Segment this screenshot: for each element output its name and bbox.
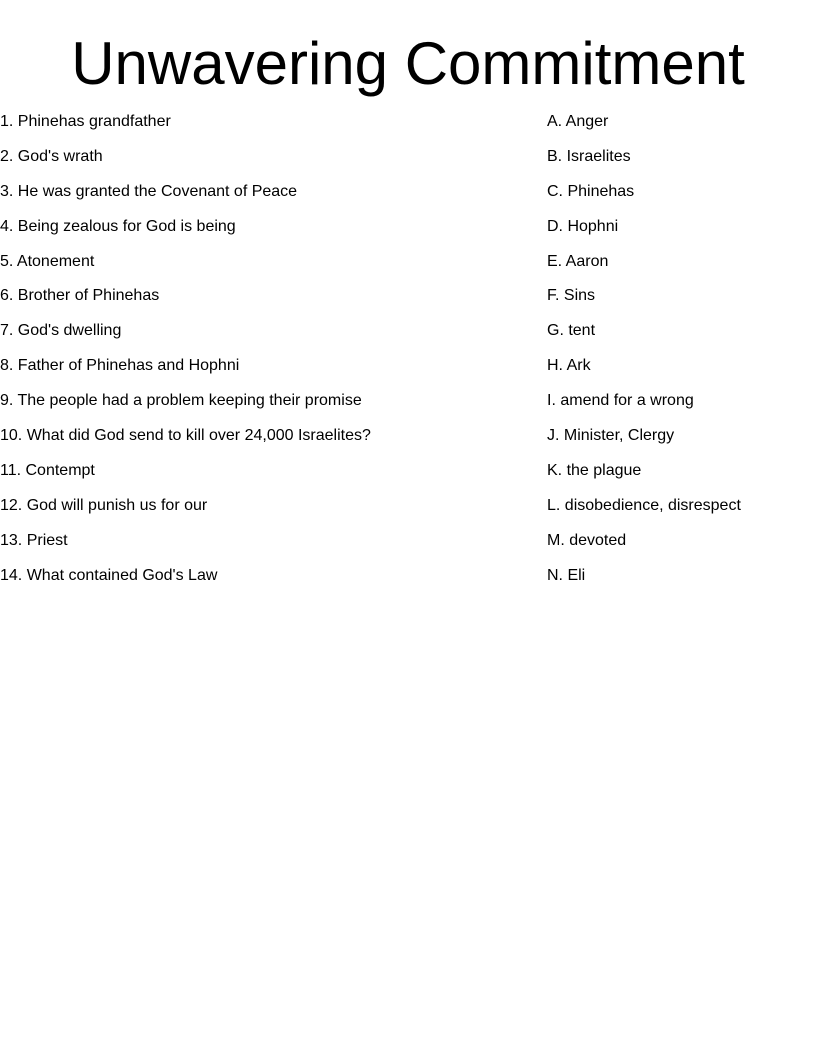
clue-text: 14. What contained God's Law — [0, 566, 218, 584]
answer-option: G. tent — [547, 322, 596, 340]
answer-option: C. Phinehas — [547, 182, 635, 200]
answer-option: F. Sins — [547, 287, 596, 305]
matching-row — [0, 251, 816, 286]
clue-text: 8. Father of Phinehas and Hophni — [0, 357, 240, 375]
answer-option: B. Israelites — [547, 147, 631, 165]
matching-row — [0, 495, 816, 530]
answer-option: M. devoted — [547, 531, 627, 549]
matching-row — [0, 565, 816, 600]
answer-option: K. the plague — [547, 461, 642, 479]
clue-text: 10. What did God send to kill over 24,000 Israelites? — [0, 427, 371, 445]
clue-text: 3. He was granted the Covenant of Peace — [0, 182, 298, 200]
answer-option: J. Minister, Clergy — [547, 427, 675, 445]
matching-row — [0, 390, 816, 425]
answer-option: L. disobedience, disrespect — [547, 496, 741, 514]
answer-option: H. Ark — [547, 357, 591, 375]
clue-text: 12. God will punish us for our — [0, 496, 208, 514]
clue-text: 6. Brother of Phinehas — [0, 287, 160, 305]
answer-option: D. Hophni — [547, 217, 619, 235]
answer-option: A. Anger — [547, 113, 609, 130]
matching-list — [0, 111, 816, 599]
answer-option: I. amend for a wrong — [547, 392, 694, 410]
clue-text: 1. Phinehas grandfather — [0, 113, 171, 130]
matching-row — [0, 181, 816, 216]
answer-option: E. Aaron — [547, 252, 609, 270]
matching-row — [0, 355, 816, 390]
answer-option: N. Eli — [547, 566, 586, 584]
matching-row — [0, 425, 816, 460]
matching-row — [0, 460, 816, 495]
matching-row — [0, 530, 816, 565]
clue-text: 2. God's wrath — [0, 147, 103, 165]
matching-row — [0, 111, 816, 146]
clue-text: 13. Priest — [0, 531, 68, 549]
clue-text: 5. Atonement — [0, 252, 95, 270]
clue-text: 7. God's dwelling — [0, 322, 122, 340]
clue-text: 4. Being zealous for God is being — [0, 217, 236, 235]
clue-text: 9. The people had a problem keeping their promise — [0, 392, 362, 410]
clue-text: 11. Contempt — [0, 461, 95, 479]
matching-row — [0, 146, 816, 181]
matching-row — [0, 285, 816, 320]
worksheet-title: Unwavering Commitment — [71, 30, 745, 97]
matching-row — [0, 216, 816, 251]
matching-row — [0, 320, 816, 355]
